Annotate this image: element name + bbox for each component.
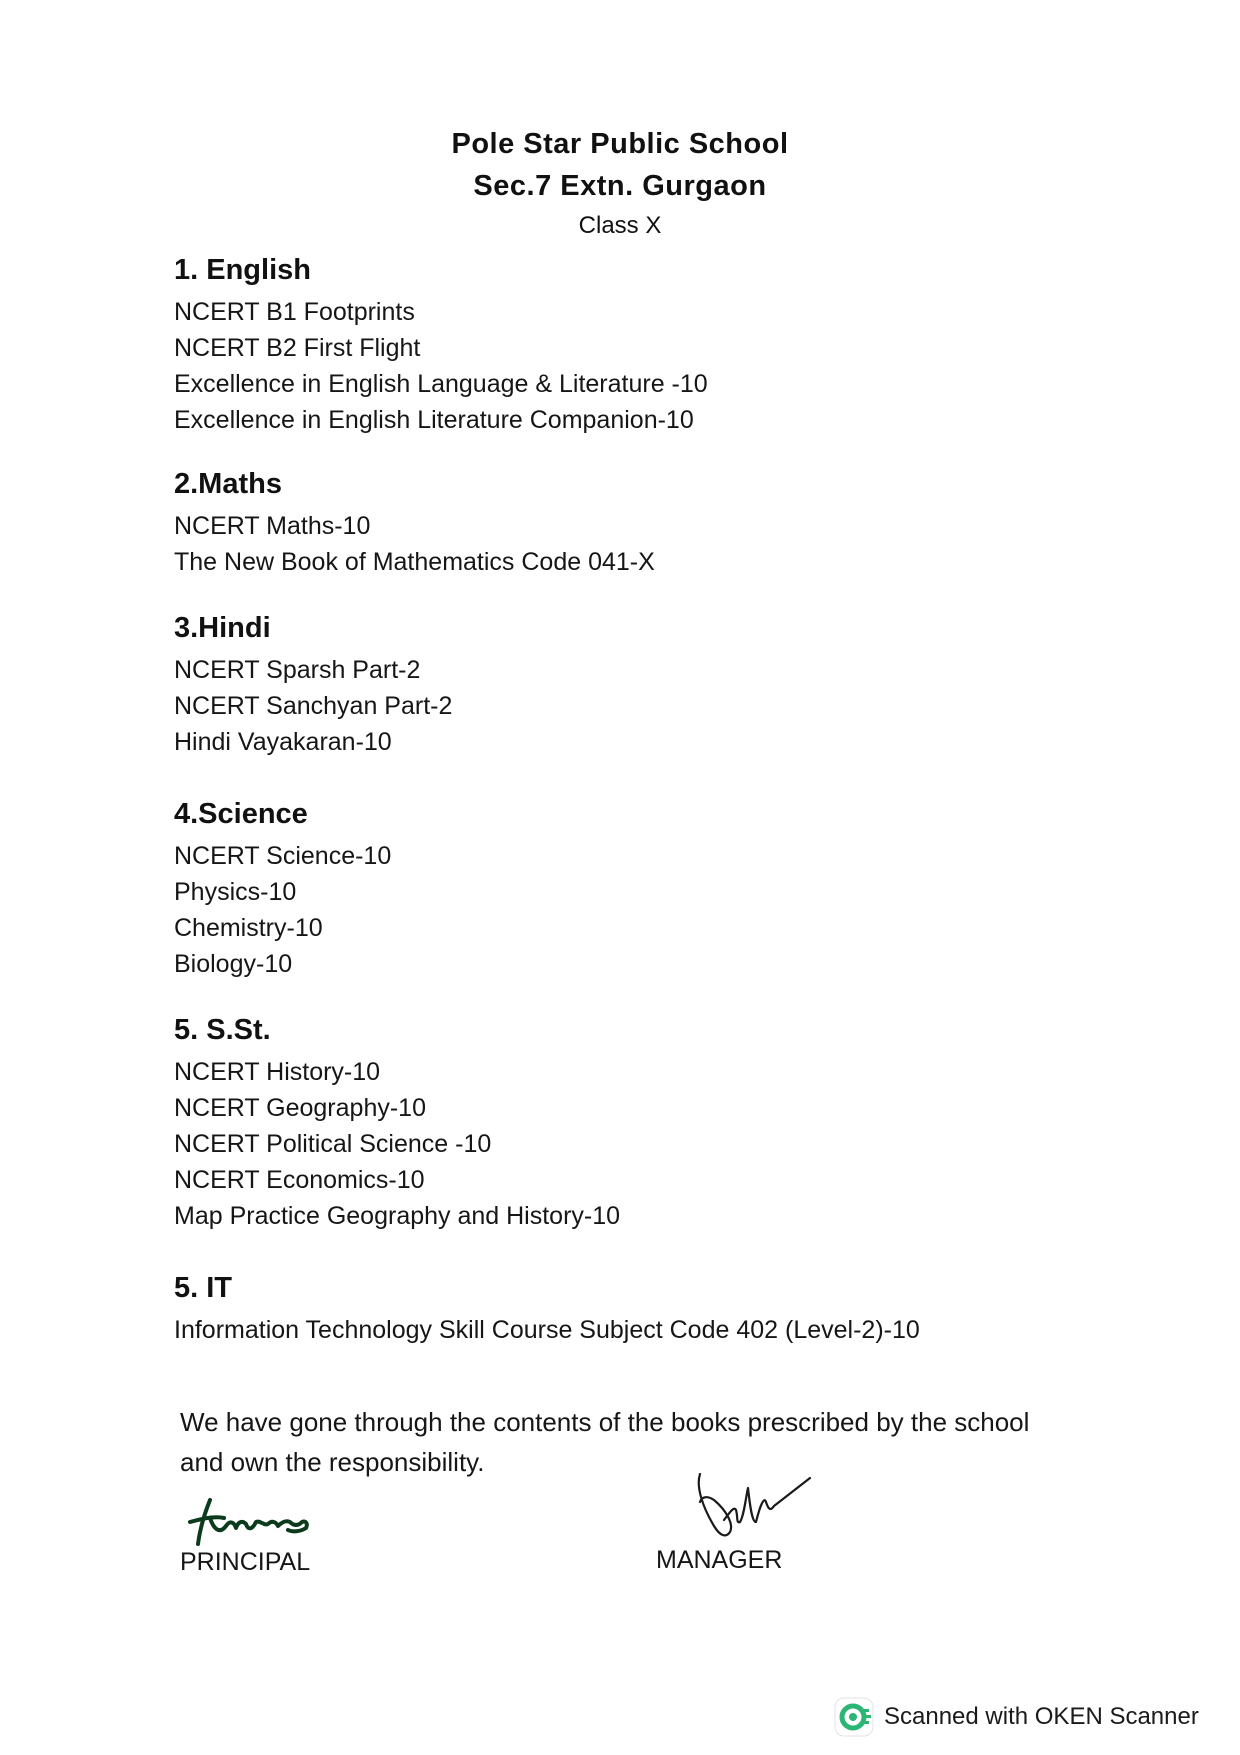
book-list: [174, 652, 1134, 760]
book-item: NCERT Sparsh Part-2: [174, 656, 421, 684]
principal-signature-block: [180, 1492, 330, 1577]
section-hindi: [174, 610, 1134, 760]
section-heading: 1. English: [174, 254, 311, 286]
book-item: Map Practice Geography and History-10: [174, 1202, 621, 1230]
declaration-line-2: and own the responsibility.: [180, 1447, 485, 1477]
section-heading: 2.Maths: [174, 468, 282, 500]
book-list: [174, 838, 1134, 982]
section-heading: 5. IT: [174, 1272, 233, 1304]
book-item: NCERT Maths-10: [174, 512, 371, 540]
book-list: [174, 1312, 1134, 1348]
book-list: [174, 508, 1134, 580]
section-it: [174, 1270, 1134, 1348]
book-item: NCERT Political Science -10: [174, 1130, 492, 1158]
book-item: NCERT Economics-10: [174, 1166, 425, 1194]
declaration-line-1: We have gone through the contents of the books prescribed by the school: [180, 1407, 1030, 1437]
principal-label: PRINCIPAL: [180, 1548, 311, 1576]
manager-label: MANAGER: [656, 1546, 783, 1574]
manager-signature-block: [656, 1466, 820, 1575]
book-list: [174, 1054, 1134, 1234]
section-science: [174, 796, 1134, 982]
declaration-text: [180, 1402, 1080, 1482]
book-item: NCERT B2 First Flight: [174, 334, 421, 362]
section-english: [174, 252, 1134, 438]
book-item: Chemistry-10: [174, 914, 323, 942]
scanner-watermark: [834, 1697, 1199, 1737]
oken-scanner-logo-icon: [834, 1697, 874, 1737]
book-item: NCERT Geography-10: [174, 1094, 426, 1122]
book-item: Biology-10: [174, 950, 293, 978]
section-heading: 3.Hindi: [174, 612, 271, 644]
book-item: NCERT Science-10: [174, 842, 392, 870]
principal-signature: [180, 1492, 330, 1548]
book-item: Physics-10: [174, 878, 297, 906]
book-list: [174, 294, 1134, 438]
manager-signature: [680, 1466, 820, 1546]
book-item: Information Technology Skill Course Subject Code 402 (Level-2)-10: [174, 1316, 920, 1344]
section-social-studies: [174, 1012, 1134, 1234]
book-item: Hindi Vayakaran-10: [174, 728, 392, 756]
book-item: Excellence in English Language & Literature -10: [174, 370, 708, 398]
class-label: Class X: [578, 212, 662, 239]
section-heading: 4.Science: [174, 798, 308, 830]
book-item: NCERT B1 Footprints: [174, 298, 415, 326]
book-item: NCERT History-10: [174, 1058, 381, 1086]
section-heading: 5. S.St.: [174, 1014, 271, 1046]
scanner-text: Scanned with OKEN Scanner: [884, 1703, 1199, 1730]
book-item: Excellence in English Literature Companion-10: [174, 406, 694, 434]
school-address: Sec.7 Extn. Gurgaon: [473, 170, 767, 202]
book-item: The New Book of Mathematics Code 041-X: [174, 548, 655, 576]
book-item: NCERT Sanchyan Part-2: [174, 692, 453, 720]
section-maths: [174, 466, 1134, 580]
school-name: Pole Star Public School: [451, 128, 789, 160]
